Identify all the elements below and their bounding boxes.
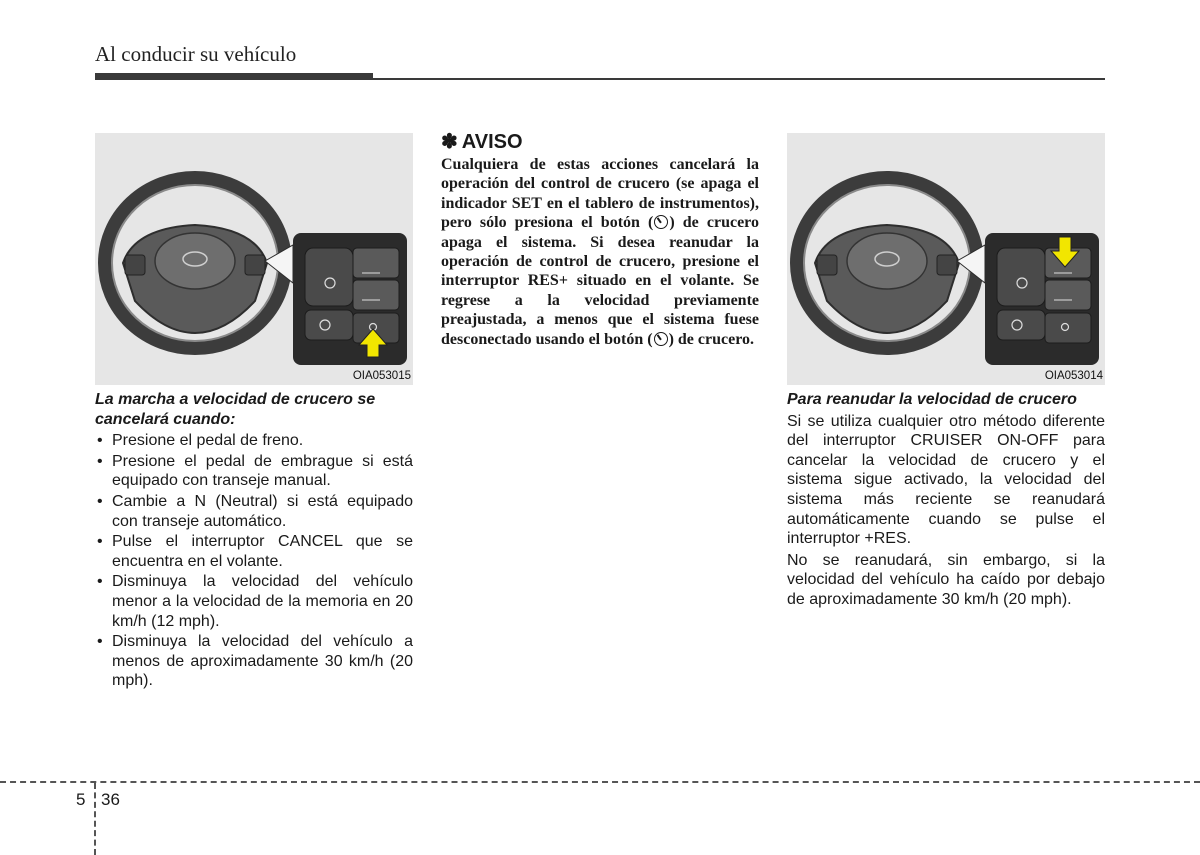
cruise-switch-closeup <box>787 133 1105 385</box>
list-item: • Pulse el interruptor CANCEL que se encuentra en el volante. <box>95 532 413 571</box>
notice-text: ) de crucero. <box>668 330 755 348</box>
cruise-switch-closeup <box>95 133 413 385</box>
notice-star-icon: ✽ <box>441 131 458 153</box>
section-title: Para reanudar la velocidad de crucero <box>787 391 1077 408</box>
right-column <box>787 390 1105 612</box>
section-title: La marcha a velocidad de crucero se cancelará cuando: <box>95 391 376 428</box>
page-header-title: Al conducir su vehículo <box>95 42 297 66</box>
paragraph: No se reanudará, sin embargo, si la velocidad del vehículo ha caído por debajo de aproximadamente 30 km/h (20 mph). <box>787 551 1105 608</box>
cruise-icon <box>654 332 668 346</box>
notice-text: ) de crucero apaga el sistema. Si desea reanudar la operación de control de crucero, presione el interruptor RES+ situado en el volante. Se regrese a la velocidad previamente preajustada, a menos que el sistema fuese desconectado usando el botón ( <box>441 214 759 348</box>
footer-vertical-divider <box>94 783 96 855</box>
header-rule-thin <box>373 78 1105 80</box>
left-column <box>95 390 413 692</box>
list-item: • Presione el pedal de embrague si está equipado con transeje manual. <box>95 452 413 491</box>
figure-code: OIA053015 <box>352 370 411 382</box>
paragraph: Si se utiliza cualquier otro método diferente del interruptor CRUISER ON-OFF para cancelar la velocidad de crucero y el sistema sigue activado, la velocidad del sistema más reciente se reanudará automáticamente cuando se pulse el interruptor +RES. <box>787 412 1105 548</box>
header-rule-thick <box>95 73 373 80</box>
list-item: • Presione el pedal de freno. <box>95 431 413 451</box>
figure-cancel-cruise <box>95 133 413 385</box>
cancel-conditions-list <box>95 431 413 691</box>
notice-text: Cualquiera de estas acciones cancelará la operación del control de crucero (se apaga el indicador SET en el tablero de instrumentos), pero sólo presiona el botón ( <box>441 156 759 232</box>
list-item: • Disminuya la velocidad del vehículo menor a la velocidad de la memoria en 20 km/h (12 mph). <box>95 572 413 631</box>
footer-divider <box>0 781 1200 783</box>
notice-body <box>441 155 759 349</box>
figure-code: OIA053014 <box>1044 370 1103 382</box>
notice-title <box>441 131 759 153</box>
list-item: • Cambie a N (Neutral) si está equipado con transeje automático. <box>95 492 413 531</box>
figure-resume-cruise <box>787 133 1105 385</box>
chapter-number: 5 <box>76 790 86 809</box>
cruise-icon <box>654 215 668 229</box>
list-item: • Disminuya la velocidad del vehículo a menos de aproximadamente 30 km/h (20 mph). <box>95 632 413 691</box>
page-number: 36 <box>101 790 120 809</box>
notice-box <box>441 131 759 349</box>
notice-title-text: AVISO <box>461 131 523 153</box>
